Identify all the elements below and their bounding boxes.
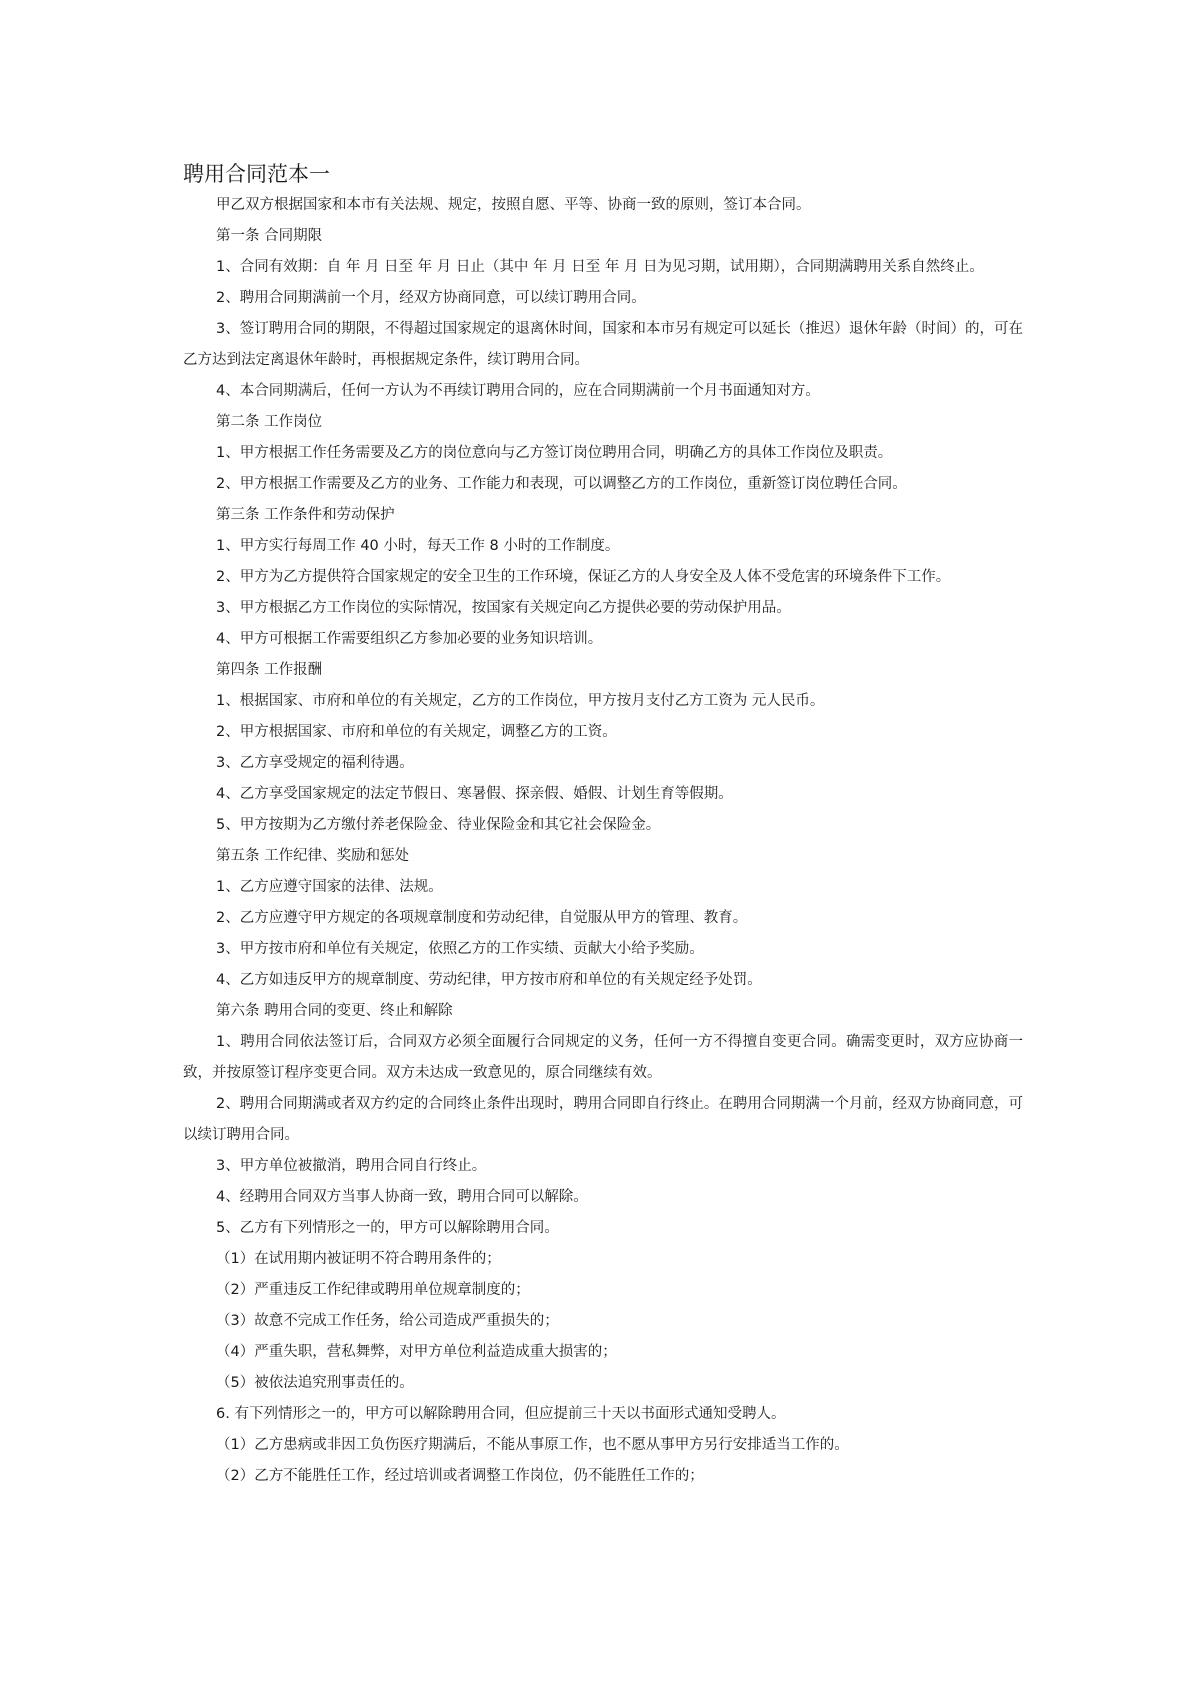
paragraph: 3、甲方按市府和单位有关规定，依照乙方的工作实绩、贡献大小给予奖励。 (216, 941, 704, 957)
paragraph: 甲乙双方根据国家和本市有关法规、规定，按照自愿、平等、协商一致的原则，签订本合同。 (216, 197, 811, 213)
paragraph: 5、甲方按期为乙方缴付养老保险金、待业保险金和其它社会保险金。 (216, 817, 661, 833)
paragraph: 1、合同有效期：自 年 月 日至 年 月 日止（其中 年 月 日至 年 月 日为见习期，试用期），合同期满聘用关系自然终止。 (216, 259, 984, 275)
paragraph: 2、聘用合同期满前一个月，经双方协商同意，可以续订聘用合同。 (216, 290, 646, 306)
list-item: （1）在试用期内被证明不符合聘用条件的； (216, 1251, 501, 1267)
paragraph: 1、根据国家、市府和单位的有关规定，乙方的工作岗位，甲方按月支付乙方工资为 元人民币。 (216, 693, 825, 709)
list-item: （2）严重违反工作纪律或聘用单位规章制度的； (216, 1282, 530, 1298)
paragraph: 2、甲方根据工作需要及乙方的业务、工作能力和表现，可以调整乙方的工作岗位，重新签订岗位聘任合同。 (216, 476, 907, 492)
paragraph: 1、聘用合同依法签订后，合同双方必须全面履行合同规定的义务，任何一方不得擅自变更合同。确需变更时，双方应协商一致，并按原签订程序变更合同。双方未达成一致意见的，原合同继续有效。 (183, 1034, 1023, 1081)
paragraph: 2、甲方为乙方提供符合国家规定的安全卫生的工作环境，保证乙方的人身安全及人体不受危害的环境条件下工作。 (216, 569, 951, 585)
paragraph: 5、乙方有下列情形之一的，甲方可以解除聘用合同。 (216, 1220, 559, 1236)
paragraph: 3、乙方享受规定的福利待遇。 (216, 755, 414, 771)
section-heading: 第六条 聘用合同的变更、终止和解除 (216, 1003, 453, 1019)
list-item: （2）乙方不能胜任工作，经过培训或者调整工作岗位，仍不能胜任工作的； (216, 1468, 704, 1484)
paragraph: 1、甲方根据工作任务需要及乙方的岗位意向与乙方签订岗位聘用合同，明确乙方的具体工作岗位及职责。 (216, 445, 893, 461)
section-heading: 第五条 工作纪律、奖励和惩处 (216, 848, 410, 864)
paragraph: 4、本合同期满后，任何一方认为不再续订聘用合同的，应在合同期满前一个月书面通知对方。 (216, 383, 820, 399)
list-item: （1）乙方患病或非因工负伤医疗期满后，不能从事原工作，也不愿从事甲方另行安排适当工作的。 (216, 1437, 849, 1453)
paragraph: 4、经聘用合同双方当事人协商一致，聘用合同可以解除。 (216, 1189, 588, 1205)
section-heading: 第一条 合同期限 (216, 228, 323, 244)
paragraph: 3、甲方根据乙方工作岗位的实际情况，按国家有关规定向乙方提供必要的劳动保护用品。 (216, 600, 791, 616)
paragraph: 3、甲方单位被撤消，聘用合同自行终止。 (216, 1158, 487, 1174)
section-heading: 第二条 工作岗位 (216, 414, 323, 430)
paragraph: 6. 有下列情形之一的，甲方可以解除聘用合同，但应提前三十天以书面形式通知受聘人。 (216, 1406, 786, 1422)
paragraph: 4、乙方如违反甲方的规章制度、劳动纪律，甲方按市府和单位的有关规定经予处罚。 (216, 972, 762, 988)
list-item: （4）严重失职，营私舞弊，对甲方单位利益造成重大损害的； (216, 1344, 617, 1360)
section-heading: 第四条 工作报酬 (216, 662, 323, 678)
document-body (183, 190, 1023, 1492)
paragraph: 4、甲方可根据工作需要组织乙方参加必要的业务知识培训。 (216, 631, 603, 647)
list-item: （3）故意不完成工作任务，给公司造成严重损失的； (216, 1313, 559, 1329)
paragraph: 4、乙方享受国家规定的法定节假日、寒暑假、探亲假、婚假、计划生育等假期。 (216, 786, 733, 802)
paragraph: 1、乙方应遵守国家的法律、法规。 (216, 879, 443, 895)
paragraph: 1、甲方实行每周工作 40 小时，每天工作 8 小时的工作制度。 (216, 538, 620, 554)
paragraph: 2、聘用合同期满或者双方约定的合同终止条件出现时，聘用合同即自行终止。在聘用合同期满一个月前，经双方协商同意，可以续订聘用合同。 (183, 1096, 1023, 1143)
section-heading: 第三条 工作条件和劳动保护 (216, 507, 395, 523)
document-title: 聘用合同范本一 (183, 162, 330, 186)
paragraph: 3、签订聘用合同的期限，不得超过国家规定的退离休时间，国家和本市另有规定可以延长（推迟）退休年龄（时间）的，可在乙方达到法定离退休年龄时，再根据规定条件，续订聘用合同。 (183, 321, 1023, 368)
paragraph: 2、甲方根据国家、市府和单位的有关规定，调整乙方的工资。 (216, 724, 617, 740)
paragraph: 2、乙方应遵守甲方规定的各项规章制度和劳动纪律，自觉服从甲方的管理、教育。 (216, 910, 748, 926)
list-item: （5）被依法追究刑事责任的。 (216, 1375, 414, 1391)
